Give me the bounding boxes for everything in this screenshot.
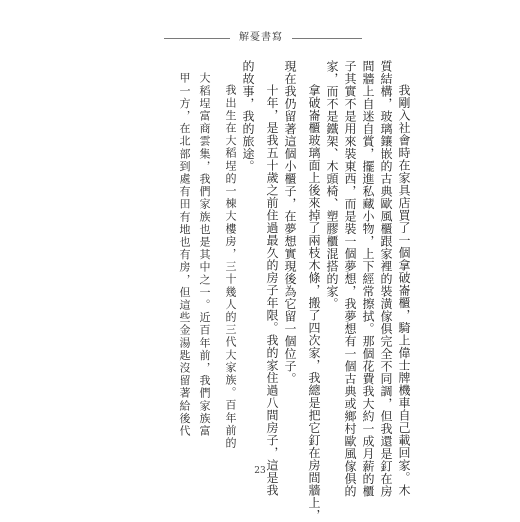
running-header [0,30,520,46]
quote-line: 我出生在大稻埕的一棟大樓房，三十幾人的三代大家族。百年前的 [224,84,237,450]
body-line: 現在我仍留著這個小櫃子，在夢想實現後為它留一個位子。 [283,60,297,385]
body-line: 十年，是我五十歲之前住過最久的房子年限。我的家住過八間房子，這是我 [265,84,279,497]
header-rule-left [164,38,230,39]
body-line: 質結構，玻璃鑲嵌的古典歐風櫃跟家裡的裝潢傢俱完全不同調，但我還是釘在房 [379,60,393,498]
quote-line: 甲一方，在北部到處有田有地也有房，但這些金湯匙沒留著給後代 [178,72,191,438]
header-rule-right [292,38,362,39]
running-header-title: 解憂書寫 [239,32,283,43]
body-line: 我剛入社會時在家具店買了一個拿破崙櫃，騎上偉士牌機車自己載回家。木 [397,84,411,497]
body-line: 間牆上自迷自賞，擺進私藏小物，上下經常擦拭。那個花費我大約一成月薪的櫃 [361,60,375,498]
body-line: 的故事，我的旅途。 [241,60,255,173]
body-line: 家，而不是鐵架、木頭椅、塑膠櫃混搭的家。 [325,60,339,310]
body-line: 子其實不是用來裝東西，而是裝一個夢想，我夢想有一個古典或鄉村歐風傢俱的 [343,60,357,498]
body-line: 拿破崙櫃玻璃面上後來掉了兩枝木條，搬了四次家，我總是把它釘在房間牆上， [307,84,321,522]
page-number: 23 [254,466,266,476]
quote-line: 大稻埕富商雲集，我們家族也是其中之一。近百年前，我們家族富 [198,72,211,438]
